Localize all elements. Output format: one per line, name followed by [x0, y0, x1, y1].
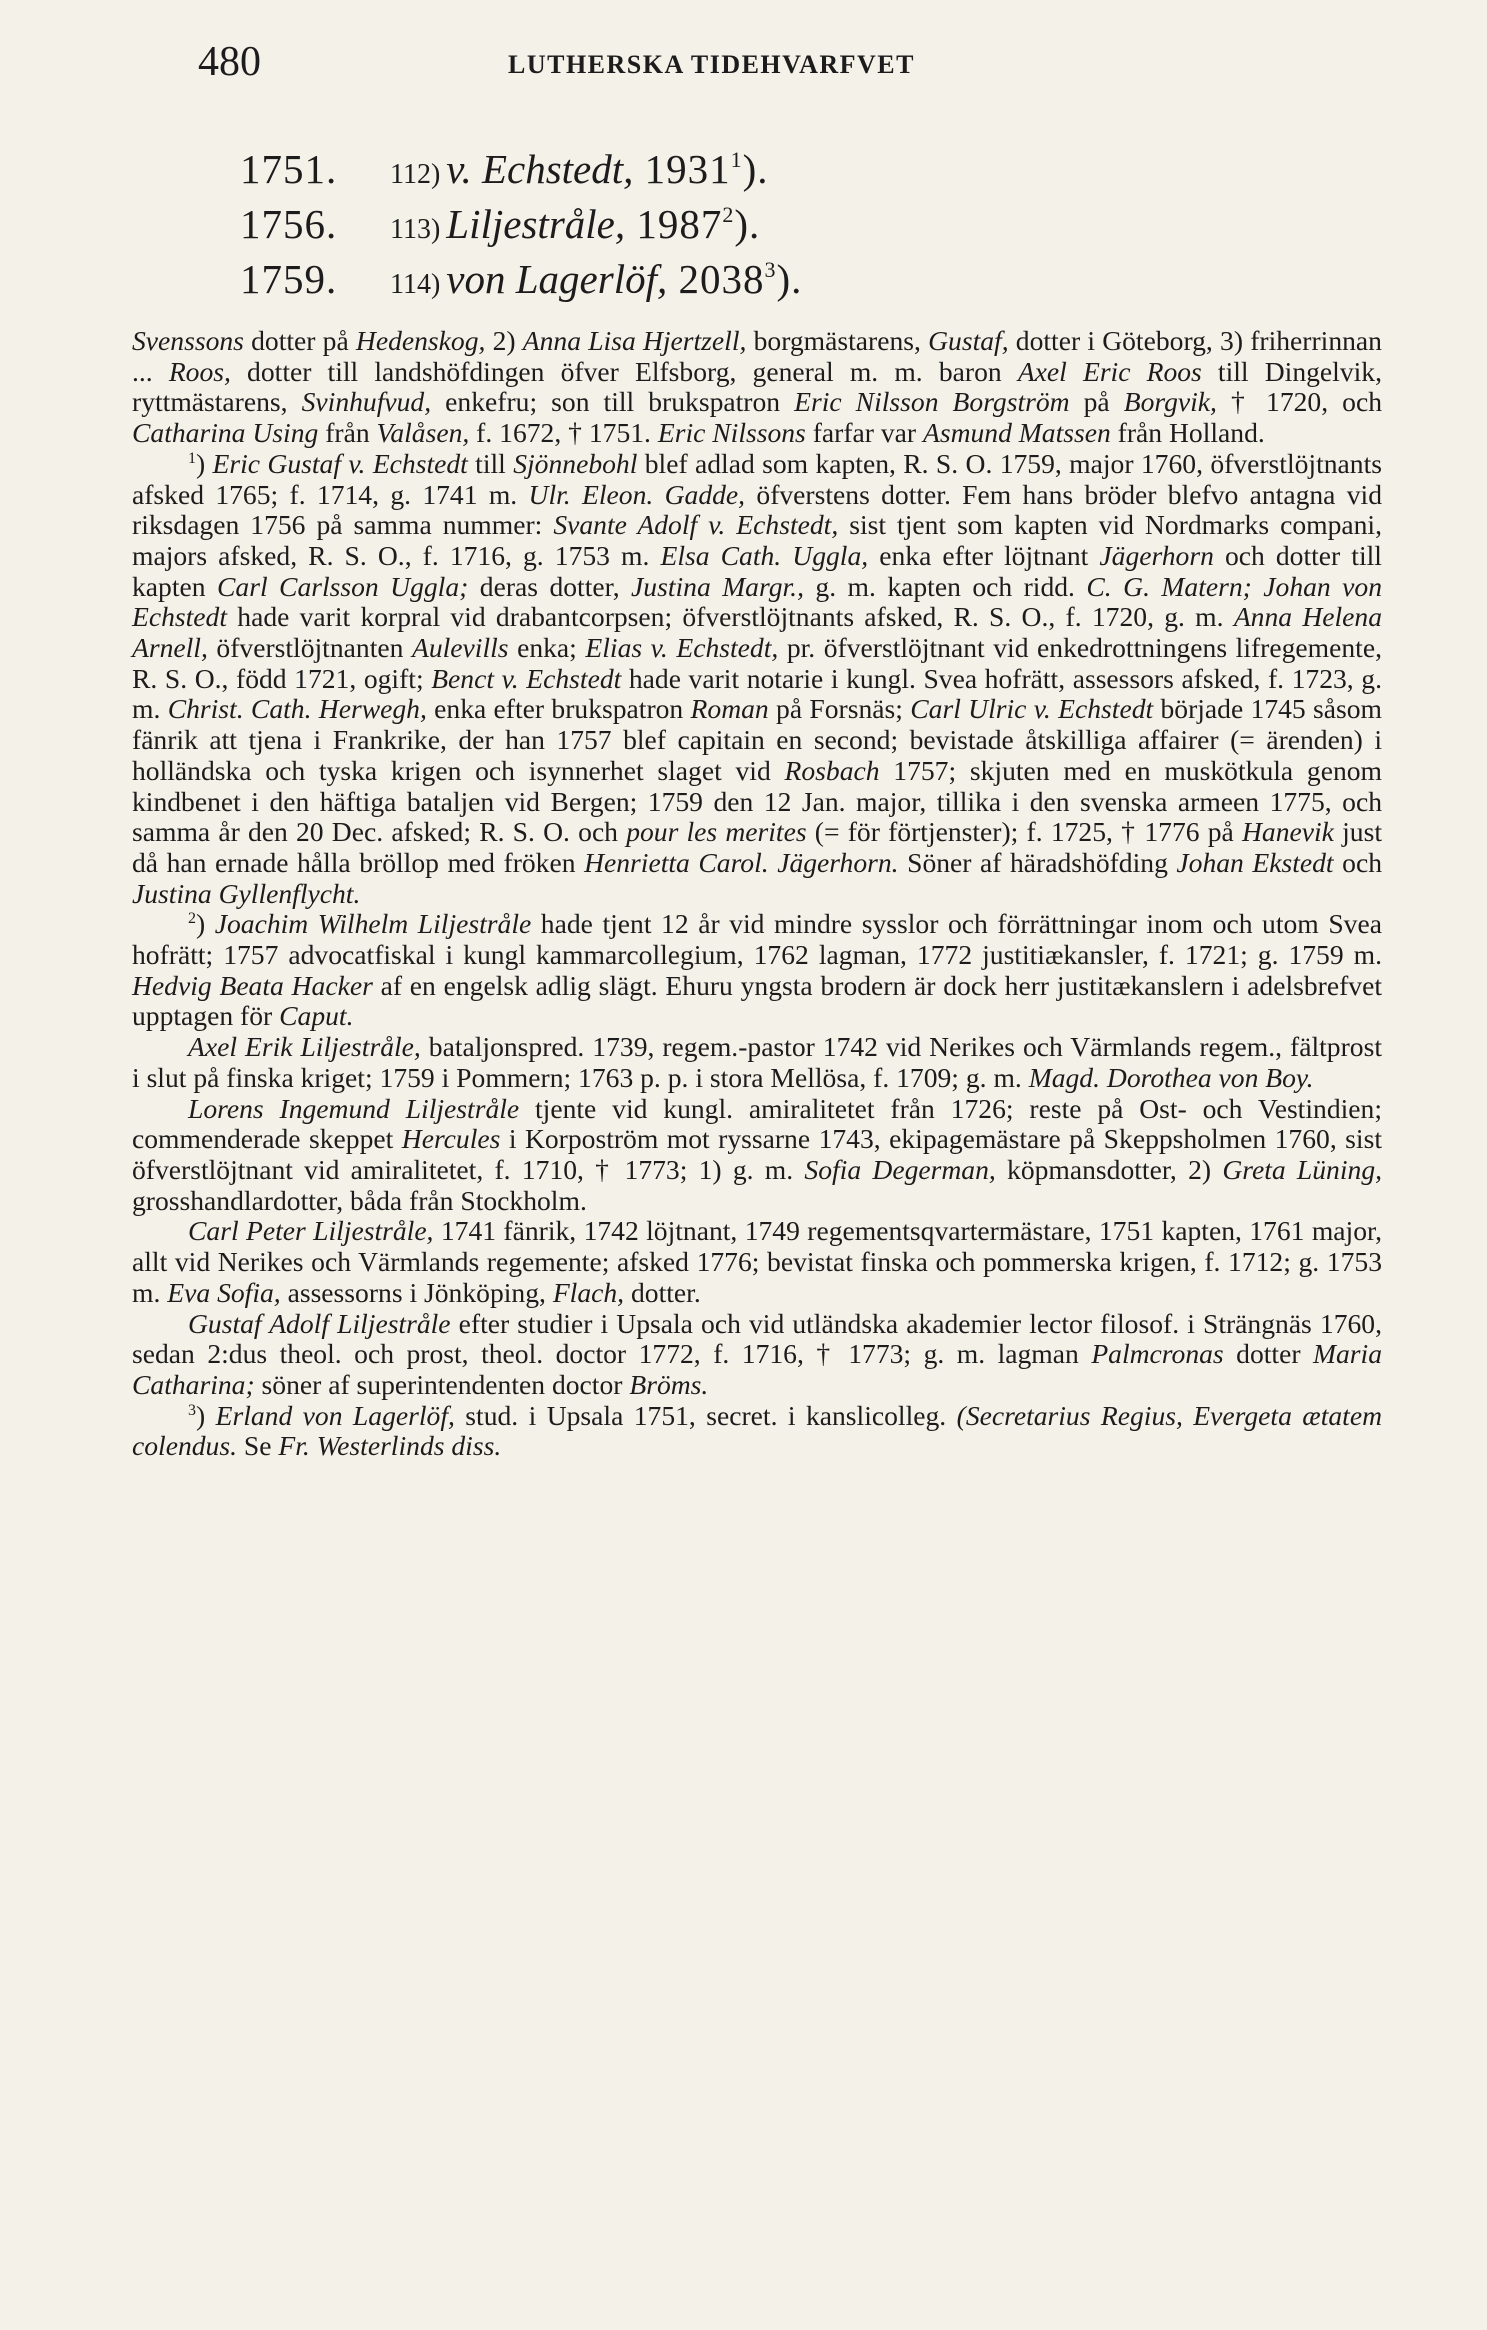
italic-name: Eric Gustaf v. Echstedt — [212, 447, 468, 479]
entry-name: von Lagerlöf, — [446, 256, 668, 302]
page-number: 480 — [198, 39, 261, 85]
text-run: Söner af häradshöfding — [898, 846, 1177, 878]
text-run: öfverstlöjtnanten — [207, 632, 412, 664]
italic-name: Erland von Lagerlöf, — [215, 1399, 455, 1431]
text-run: enkefru; son till brukspatron — [431, 386, 795, 418]
italic-name: (Secretarius Regius, Evergeta ætatem colendus. — [132, 1399, 1382, 1462]
text-run: tjente vid kungl. amiralitetet från 1726; reste på Ost- och Vestindien; commenderade skeppet — [132, 1092, 1382, 1155]
text-run: 2) — [485, 325, 523, 356]
text-run: assessorns i Jönköping, — [280, 1276, 553, 1308]
entry-index: 113) — [390, 214, 441, 245]
text-run: dotter på — [243, 325, 356, 356]
register-entry — [240, 197, 1140, 252]
text-run: stud. i Upsala 1751, secret. i kanslicolleg. — [454, 1399, 957, 1431]
italic-name: Henrietta Carol. Jägerhorn. — [584, 846, 899, 878]
italic-name: Carl Peter Liljestråle, — [188, 1215, 434, 1247]
italic-name: Valåsen, — [376, 417, 470, 449]
text-run: från Holland. — [1110, 417, 1265, 449]
text-run: f. 1672, † 1751. — [469, 417, 658, 449]
italic-name: Fr. Westerlinds diss. — [278, 1430, 502, 1462]
italic-name: Joachim Wilhelm Liljestråle — [214, 908, 532, 940]
italic-name: Bröms. — [629, 1368, 709, 1400]
text-run: Se — [237, 1430, 279, 1462]
text-run: grosshandlardotter, båda från Stockholm. — [132, 1184, 587, 1216]
page-header — [198, 38, 1388, 94]
text-run: just då han ernade hålla bröllop med fröken — [132, 816, 1382, 878]
paragraph — [132, 1309, 1382, 1401]
text-run: och dotter till kapten — [132, 539, 1382, 602]
entry-end: ). — [742, 146, 769, 192]
register-entries — [240, 142, 1140, 307]
italic-name: Anna Helena Arnell, — [132, 601, 1382, 664]
text-run: sist tjent som kapten vid Nordmarks compani, majors afsked, R. S. O., f. 1716, g. 1753 m. — [132, 509, 1382, 571]
italic-name: Christ. Cath. Herwegh, — [167, 693, 427, 725]
italic-name: Borgvik, — [1123, 386, 1217, 418]
text-run: dotter i Göteborg, 3) friherrinnan ... — [132, 325, 1382, 387]
italic-name: Palmcronas — [1091, 1338, 1224, 1370]
running-head: LUTHERSKA TIDEHVARFVET — [508, 50, 915, 79]
text-run: ) — [196, 1399, 216, 1431]
italic-name: Rosbach — [784, 754, 880, 786]
italic-name: Magd. Dorothea von Boy. — [1028, 1061, 1314, 1093]
italic-name: pour les merites — [626, 816, 807, 848]
paragraph — [132, 1032, 1382, 1093]
entry-end: ). — [734, 201, 761, 247]
text-run: började 1745 såsom fänrik att tjena i Frankrike, der han 1757 blef capitain en second; bevistade åtskilliga affairer (= ärenden) i holländska och tyska krigen och isynnerhet slaget vid — [132, 693, 1383, 786]
footnote-mark: 3 — [188, 1401, 196, 1419]
text-run: af en engelsk adlig slägt. Ehuru yngsta brodern är dock herr justitækanslern i adelsbrefvet upptagen för — [132, 969, 1382, 1032]
italic-name: Roman — [690, 693, 769, 725]
italic-name: Catharina Using — [132, 417, 319, 449]
italic-name: Ulr. Eleon. Gadde, — [528, 478, 746, 510]
italic-name: Svinhufvud, — [301, 386, 432, 418]
entry-name: v. Echstedt, — [446, 146, 634, 192]
text-run: på Forsnäs; — [768, 693, 911, 725]
text-run: i Korpoström mot ryssarne 1743, ekipagemästare på Skeppsholmen 1760, sist öfverstlöjtnant vid amiralitetet, f. 1710, † 1773; 1) g. m. — [132, 1123, 1382, 1185]
text-run: till — [467, 447, 514, 479]
text-run: dotter till landshöfdingen öfver Elfsborg, general m. m. baron — [230, 355, 1018, 387]
entry-footnote-mark: 3 — [764, 257, 777, 282]
text-run: öfverstens dotter. Fem hans bröder blefvo antagna vid riksdagen 1756 på samma nummer: — [132, 478, 1382, 541]
italic-name: Caput. — [279, 1000, 354, 1032]
text-run: ) — [196, 908, 215, 940]
entry-index: 112) — [390, 159, 441, 190]
text-run: blef adlad som kapten, R. S. O. 1759, major 1760, öfverstlöjtnants afsked 1765; f. 1714, g. 1741 m. — [132, 447, 1382, 510]
text-run: 1741 fänrik, 1742 löjtnant, 1749 regementsqvartermästare, 1751 kapten, 1761 major, allt vid Nerikes och Värmlands regemente; afsked 1776; bevistat finska och pommerska krigen, f. 1712; g. 1753 m. — [132, 1215, 1382, 1308]
italic-name: Eric Nilssons — [657, 417, 806, 449]
text-run: och — [1333, 846, 1382, 878]
italic-name: Eva Sofia, — [167, 1276, 281, 1308]
entry-index: 114) — [390, 269, 441, 300]
italic-name: Carl Carlsson Uggla; — [217, 570, 469, 602]
italic-name: Jägerhorn — [1099, 539, 1214, 571]
text-run: borgmästarens, — [746, 325, 929, 356]
paragraph — [132, 1401, 1382, 1462]
italic-name: Aulevills — [411, 632, 509, 664]
entry-year: 1756. — [240, 201, 338, 247]
italic-name: Axel Eric Roos — [1017, 355, 1202, 387]
text-run: enka efter brukspatron — [426, 693, 691, 725]
italic-name: Elias v. Echstedt, — [585, 632, 779, 664]
text-run: dotter. — [624, 1276, 701, 1308]
entry-number: 1931 — [644, 146, 731, 192]
text-run: efter studier i Upsala och vid utländska akademier lector filosof. i Strängnäs 1760, sedan 2:dus theol. och prost, theol. doctor 1772, f. 1716, † 1773; g. m. lagman — [132, 1307, 1382, 1370]
text-run: hade varit korpral vid drabantcorpsen; öfverstlöjtnants afsked, R. S. O., f. 1720, g. m. — [227, 601, 1234, 633]
entry-name: Liljestråle, — [446, 201, 626, 247]
italic-name: Flach, — [552, 1276, 625, 1308]
italic-name: Lorens Ingemund Liljestråle — [188, 1092, 520, 1124]
text-run: farfar var — [805, 417, 923, 449]
italic-name: Carl Ulric v. Echstedt — [910, 693, 1154, 725]
italic-name: Anna Lisa Hjertzell, — [522, 325, 747, 356]
italic-name: Axel Erik Liljestråle, — [188, 1031, 421, 1063]
register-entry — [240, 142, 1140, 197]
text-run: enka; — [508, 632, 586, 664]
paragraph — [132, 326, 1382, 449]
italic-name: Hedenskog, — [355, 325, 486, 356]
text-run: g. m. kapten och ridd. — [803, 570, 1087, 602]
paragraph — [132, 909, 1382, 1032]
italic-name: Gustaf, — [928, 325, 1009, 356]
text-run: till Dingelvik, ryttmästarens, — [132, 355, 1382, 418]
entry-year: 1751. — [240, 146, 338, 192]
italic-name: Maria Catharina; — [132, 1338, 1382, 1400]
text-run: pr. öfverstlöjtnant vid enkedrottningens lifregemente, R. S. O., född 1721, ogift; — [132, 632, 1382, 694]
italic-name: Hedvig Beata Hacker — [132, 969, 373, 1001]
paragraph — [132, 449, 1382, 910]
text-run: från — [318, 417, 377, 449]
italic-name: Eric Nilsson Borgström — [794, 386, 1070, 418]
italic-name: Elsa Cath. Uggla, — [660, 539, 869, 571]
italic-name: Hanevik — [1242, 816, 1334, 848]
italic-name: Sjönnebohl — [513, 447, 638, 479]
footnote-mark: 1 — [188, 449, 196, 467]
text-run: enka efter löjtnant — [868, 539, 1100, 571]
italic-name: Asmund Matssen — [922, 417, 1111, 449]
italic-name: Sofia Degerman, — [804, 1153, 996, 1185]
text-run: dotter — [1223, 1338, 1313, 1370]
italic-name: Svenssons — [132, 325, 244, 356]
paragraph — [132, 1094, 1382, 1217]
italic-name: Greta Lüning, — [1222, 1153, 1383, 1185]
italic-name: Hercules — [401, 1123, 501, 1155]
entry-number: 2038 — [678, 256, 765, 302]
footnote-text — [132, 326, 1382, 1462]
text-run: ) — [196, 447, 213, 479]
entry-end: ). — [776, 256, 803, 302]
text-run: köpmansdotter, 2) — [995, 1153, 1223, 1185]
italic-name: Justina Gyllenflycht. — [132, 877, 361, 909]
footnote-mark: 2 — [188, 910, 196, 928]
entry-footnote-mark: 1 — [730, 147, 743, 172]
text-run: hade varit notarie i kungl. Svea hofrätt, assessors afsked, f. 1723, g. m. — [132, 662, 1382, 725]
text-run: (= för förtjenster); f. 1725, † 1776 på — [806, 816, 1242, 848]
text-run: söner af superintendenten doctor — [254, 1368, 630, 1400]
text-run: på — [1069, 386, 1124, 418]
text-run: hade tjent 12 år vid mindre sysslor och förrättningar inom och utom Svea hofrätt; 1757 advocatfiskal i kungl kammarcollegium, 1762 lagman, 1772 justitiækansler, f. 1721; g. 1759 m. — [132, 908, 1382, 971]
paragraph — [132, 1216, 1382, 1308]
text-run: 1757; skjuten med en muskötkula genom kindbenet i den häftiga bataljen vid Bergen; 1759 den 12 Jan. major, tillika i den svenska armeen 1775, och samma år den 20 Dec. afsked; R. S. O. och — [132, 754, 1383, 848]
italic-name: Benct v. Echstedt — [431, 662, 622, 694]
text-run: deras dotter, — [468, 570, 632, 602]
italic-name: Justina Margr., — [631, 570, 804, 602]
entry-number: 1987 — [636, 201, 723, 247]
text-run: bataljonspred. 1739, regem.-pastor 1742 vid Nerikes och Värmlands regem., fältprost i slut på finska kriget; 1759 i Pommern; 1763 p. p. i stora Mellösa, f. 1709; g. m. — [132, 1031, 1382, 1093]
italic-name: C. G. Matern; Johan von Echstedt — [132, 570, 1382, 633]
register-entry — [240, 252, 1140, 307]
italic-name: Gustaf Adolf Liljestråle — [188, 1307, 451, 1339]
italic-name: Svante Adolf v. Echstedt, — [553, 509, 839, 541]
entry-year: 1759. — [240, 256, 338, 302]
italic-name: Johan Ekstedt — [1176, 846, 1334, 878]
text-run: † 1720, och — [1216, 386, 1382, 418]
entry-footnote-mark: 2 — [722, 202, 735, 227]
italic-name: Roos, — [168, 355, 231, 387]
